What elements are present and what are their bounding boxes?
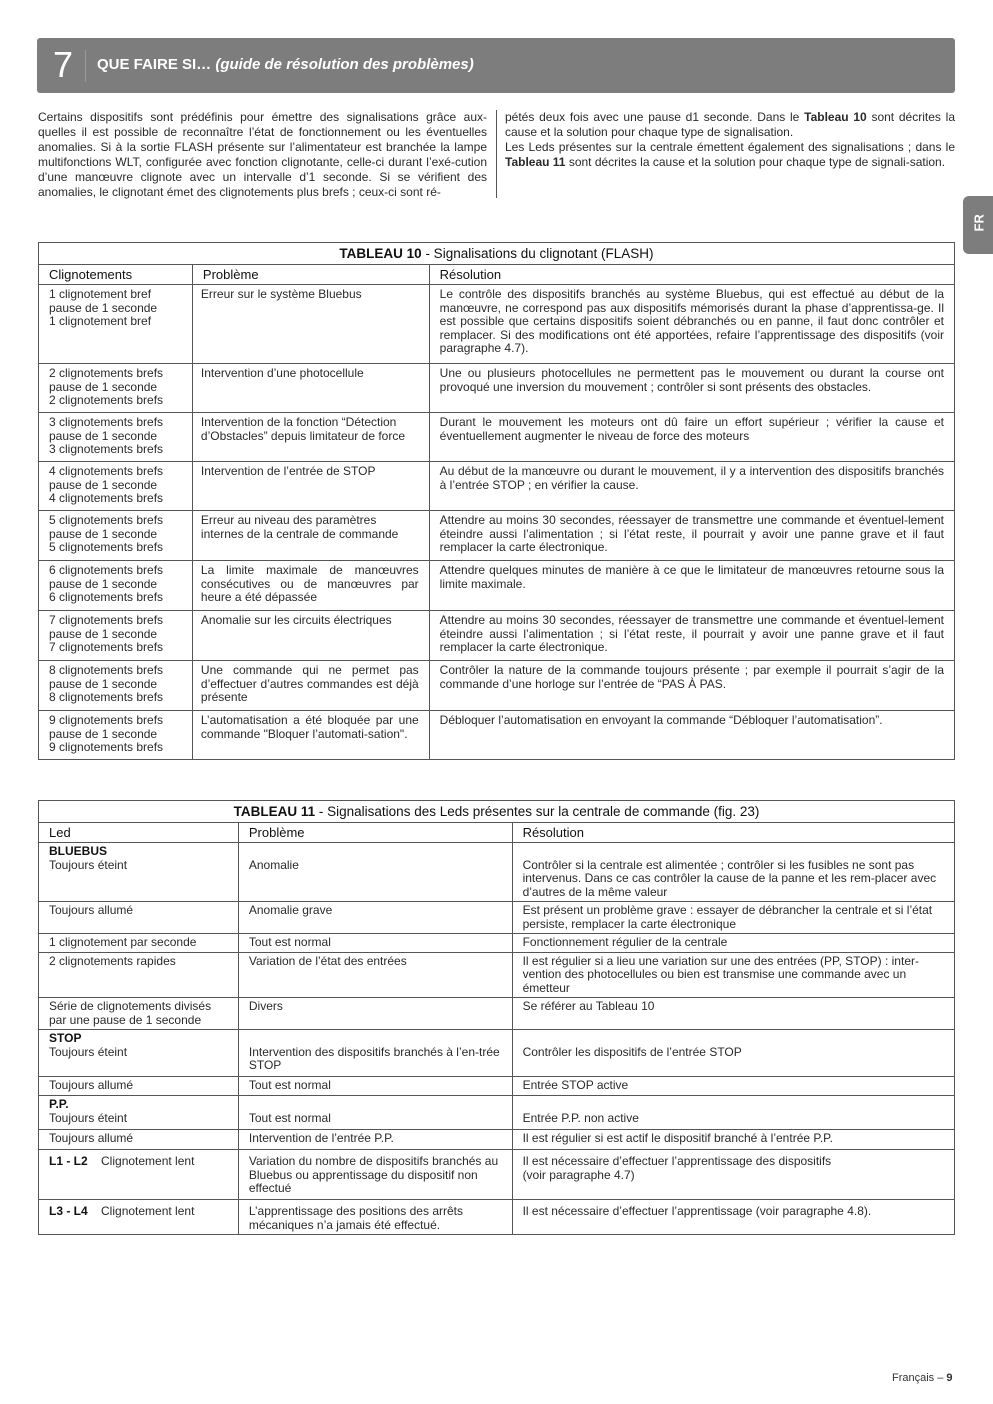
- table-row: [39, 902, 955, 934]
- led-cell: P.P. Toujours éteint: [39, 1096, 239, 1130]
- flash-pattern-cell: 9 clignotements brefs pause de 1 seconde 9 clignotements brefs: [39, 711, 193, 760]
- flash-pattern-cell: 2 clignotements brefs pause de 1 seconde 2 clignotements brefs: [39, 364, 193, 413]
- flash-pattern-cell: 6 clignotements brefs pause de 1 seconde 6 clignotements brefs: [39, 561, 193, 611]
- chapter-header: [37, 38, 955, 93]
- flash-pattern-cell: 3 clignotements brefs pause de 1 seconde 3 clignotements brefs: [39, 413, 193, 462]
- resolution-cell: Attendre au moins 30 secondes, réessayer de transmettre une commande et éventuel-lement éteindre aussi l’alimentation ; si l’état reste, il pourrait y avoir une panne grave et il faut remplacer la carte électronique.: [429, 511, 954, 561]
- problem-cell: L’apprentissage des positions des arrêts mécaniques n’a jamais été effectué.: [238, 1200, 512, 1235]
- table-10-title: TABLEAU 10 - Signalisations du clignotant (FLASH): [39, 243, 955, 265]
- language-tab: [963, 196, 993, 254]
- flash-pattern-cell: 1 clignotement bref pause de 1 seconde 1 clignotement bref: [39, 285, 193, 364]
- table-row: [39, 1077, 955, 1096]
- column-header: Clignotements: [39, 264, 193, 285]
- table-row: [39, 661, 955, 711]
- led-cell: 2 clignotements rapides: [39, 952, 239, 998]
- resolution-cell: Contrôler si la centrale est alimentée ; contrôler si les fusibles ne sont pas intervenus. Dans ce cas contrôler la cause de la panne et les rem-placer avec d’autres de la même valeur: [512, 843, 954, 902]
- table-row: [39, 843, 955, 902]
- problem-cell: Variation de l’état des entrées: [238, 952, 512, 998]
- table-row: [39, 413, 955, 462]
- column-header: Problème: [238, 822, 512, 843]
- chapter-title: [97, 56, 474, 74]
- problem-cell: Tout est normal: [238, 934, 512, 953]
- page-footer: [892, 1372, 953, 1384]
- intro-text: Les Leds présentes sur la centrale émettent également des signalisations ; dans le: [505, 140, 955, 154]
- table-row: [39, 561, 955, 611]
- resolution-cell: Attendre au moins 30 secondes, réessayer de transmettre une commande et éventuel-lement éteindre aussi l’alimentation ; si l’état reste, il pourrait y avoir une panne grave et il faut remplacer la carte électronique.: [429, 611, 954, 661]
- column-header: Led: [39, 822, 239, 843]
- problem-cell: Erreur sur le système Bluebus: [192, 285, 429, 364]
- resolution-cell: Il est nécessaire d’effectuer l’apprentissage (voir paragraphe 4.8).: [512, 1200, 954, 1235]
- chapter-title-main: QUE FAIRE SI…: [97, 56, 212, 73]
- table-row: [39, 1096, 955, 1130]
- led-group-label: L1 - L2: [49, 1154, 88, 1168]
- intro-text: pétés deux fois avec une pause d1 seconde. Dans le: [505, 110, 805, 124]
- table-row: [39, 462, 955, 511]
- chapter-number: 7: [53, 44, 74, 85]
- led-cell: Toujours allumé: [39, 1077, 239, 1096]
- resolution-cell: Il est régulier si est actif le dispositif branché à l’entrée P.P.: [512, 1130, 954, 1150]
- led-group-label: STOP: [49, 1031, 82, 1045]
- table-ref: Tableau 11: [505, 155, 566, 169]
- chapter-divider: [85, 50, 86, 82]
- table-row: [39, 934, 955, 953]
- resolution-cell: Contrôler les dispositifs de l’entrée STOP: [512, 1030, 954, 1077]
- table-row: [39, 285, 955, 364]
- resolution-cell: Une ou plusieurs photocellules ne permettent pas le mouvement ou durant la course ont provoqué une inversion du mouvement ; contrôler si sont présents des obstacles.: [429, 364, 954, 413]
- resolution-cell: Au début de la manœuvre ou durant le mouvement, il y a intervention des dispositifs branchés à l’entrée STOP ; en vérifier la cause.: [429, 462, 954, 511]
- intro-column-2: [505, 110, 955, 170]
- resolution-cell: Débloquer l’automatisation en envoyant la commande “Débloquer l’automatisation”.: [429, 711, 954, 760]
- led-cell: STOP Toujours éteint: [39, 1030, 239, 1077]
- problem-cell: Variation du nombre de dispositifs branchés au Bluebus ou apprentissage du dispositif non effectué: [238, 1150, 512, 1200]
- problem-cell: Intervention de l’entrée de STOP: [192, 462, 429, 511]
- problem-cell: Intervention des dispositifs branchés à l’en-trée STOP: [238, 1030, 512, 1077]
- table-row: [39, 1030, 955, 1077]
- led-cell: BLUEBUS Toujours éteint: [39, 843, 239, 902]
- problem-cell: Tout est normal: [238, 1077, 512, 1096]
- table-row: [39, 998, 955, 1030]
- column-header: Résolution: [429, 264, 954, 285]
- problem-cell: Une commande qui ne permet pas d’effectuer d’autres commandes est déjà présente: [192, 661, 429, 711]
- intro-text: sont décrites la cause et la solution pour chaque type de signalisation.: [505, 110, 956, 139]
- resolution-cell: Contrôler la nature de la commande toujours présente ; par exemple il pourrait s’agir de la commande d’une horloge sur l’entrée de “PAS À PAS.: [429, 661, 954, 711]
- problem-cell: Divers: [238, 998, 512, 1030]
- footer-language: Français –: [892, 1372, 947, 1384]
- table-11-title: TABLEAU 11 - Signalisations des Leds présentes sur la centrale de commande (fig. 23): [39, 801, 955, 823]
- led-cell: Série de clignotements divisés par une pause de 1 seconde: [39, 998, 239, 1030]
- table-11: [38, 800, 955, 1235]
- resolution-cell: Attendre quelques minutes de manière à ce que le limitateur de manœuvres retourne sous la limite maximale.: [429, 561, 954, 611]
- table-row: [39, 1130, 955, 1150]
- column-header: Problème: [192, 264, 429, 285]
- led-group-label: L3 - L4: [49, 1204, 88, 1218]
- column-header: Résolution: [512, 822, 954, 843]
- table-row: [39, 1150, 955, 1200]
- resolution-cell: Il est régulier si a lieu une variation sur une des entrées (PP, STOP) : inter-vention des photocellules ou bien est transmise une commande avec un émetteur: [512, 952, 954, 998]
- resolution-cell: Il est nécessaire d’effectuer l’apprentissage des dispositifs (voir paragraphe 4.7): [512, 1150, 954, 1200]
- problem-cell: Intervention de la fonction “Détection d’Obstacles” depuis limitateur de force: [192, 413, 429, 462]
- resolution-cell: Le contrôle des dispositifs branchés au système Bluebus, qui est effectué au début de la manœuvre, ne correspond pas aux dispositifs mémorisés durant la phase d’apprentissa-ge. Il est possible que certains dispositifs soient débranchés ou en panne, il faut donc contrôler et remplacer. Si des modifications ont été apportées, refaire l’apprentissage des dispositifs (voir paragraphe 4.7).: [429, 285, 954, 364]
- led-group-label: P.P.: [49, 1097, 69, 1111]
- resolution-cell: Est présent un problème grave : essayer de débrancher la centrale et si l’état persiste, remplacer la carte électronique: [512, 902, 954, 934]
- resolution-cell: Fonctionnement régulier de la centrale: [512, 934, 954, 953]
- led-cell: 1 clignotement par seconde: [39, 934, 239, 953]
- led-cell: Toujours allumé: [39, 902, 239, 934]
- flash-pattern-cell: 4 clignotements brefs pause de 1 seconde 4 clignotements brefs: [39, 462, 193, 511]
- resolution-cell: Entrée P.P. non active: [512, 1096, 954, 1130]
- problem-cell: Intervention d’une photocellule: [192, 364, 429, 413]
- flash-pattern-cell: 7 clignotements brefs pause de 1 seconde 7 clignotements brefs: [39, 611, 193, 661]
- problem-cell: L’automatisation a été bloquée par une commande "Bloquer l’automati-sation".: [192, 711, 429, 760]
- resolution-cell: Durant le mouvement les moteurs ont dû faire un effort supérieur ; vérifier la cause et éventuellement augmenter le niveau de force des moteurs: [429, 413, 954, 462]
- intro-column-1: Certains dispositifs sont prédéfinis pour émettre des signalisations grâce aux-quelles il est possible de reconnaître l’état de fonctionnement ou les éventuelles anomalies. Si à la sortie FLASH présente sur l’alimentateur est branchée la lampe multifonctions WLT, configurée avec fonction clignotante, celle-ci durant l’exé-cution d’une manœuvre clignote avec un intervalle d’1 seconde. Si se vérifient des anomalies, le clignotant émet des clignotements plus brefs ; ceux-ci sont ré-: [38, 110, 487, 199]
- led-group-label: BLUEBUS: [49, 844, 108, 858]
- problem-cell: Tout est normal: [238, 1096, 512, 1130]
- led-cell: L3 - L4 Clignotement lent: [39, 1200, 239, 1235]
- problem-cell: Intervention de l’entrée P.P.: [238, 1130, 512, 1150]
- table-row: [39, 711, 955, 760]
- intro-text: sont décrites la cause et la solution pour chaque type de signali-sation.: [565, 155, 946, 169]
- table-row: [39, 952, 955, 998]
- problem-cell: La limite maximale de manœuvres consécutives ou de manœuvres par heure a été dépassée: [192, 561, 429, 611]
- flash-pattern-cell: 5 clignotements brefs pause de 1 seconde 5 clignotements brefs: [39, 511, 193, 561]
- led-cell: L1 - L2 Clignotement lent: [39, 1150, 239, 1200]
- language-tab-label: FR: [971, 214, 987, 232]
- flash-pattern-cell: 8 clignotements brefs pause de 1 seconde 8 clignotements brefs: [39, 661, 193, 711]
- page-number: 9: [946, 1372, 953, 1384]
- resolution-cell: Se référer au Tableau 10: [512, 998, 954, 1030]
- problem-cell: Anomalie grave: [238, 902, 512, 934]
- led-cell: Toujours allumé: [39, 1130, 239, 1150]
- table-10: [38, 242, 955, 760]
- column-divider: [496, 110, 497, 198]
- table-row: [39, 511, 955, 561]
- chapter-title-sub: (guide de résolution des problèmes): [215, 56, 474, 73]
- problem-cell: Anomalie: [238, 843, 512, 902]
- problem-cell: Erreur au niveau des paramètres internes de la centrale de commande: [192, 511, 429, 561]
- table-row: [39, 611, 955, 661]
- problem-cell: Anomalie sur les circuits électriques: [192, 611, 429, 661]
- table-row: [39, 1200, 955, 1235]
- resolution-cell: Entrée STOP active: [512, 1077, 954, 1096]
- table-row: [39, 364, 955, 413]
- table-ref: Tableau 10: [804, 110, 867, 124]
